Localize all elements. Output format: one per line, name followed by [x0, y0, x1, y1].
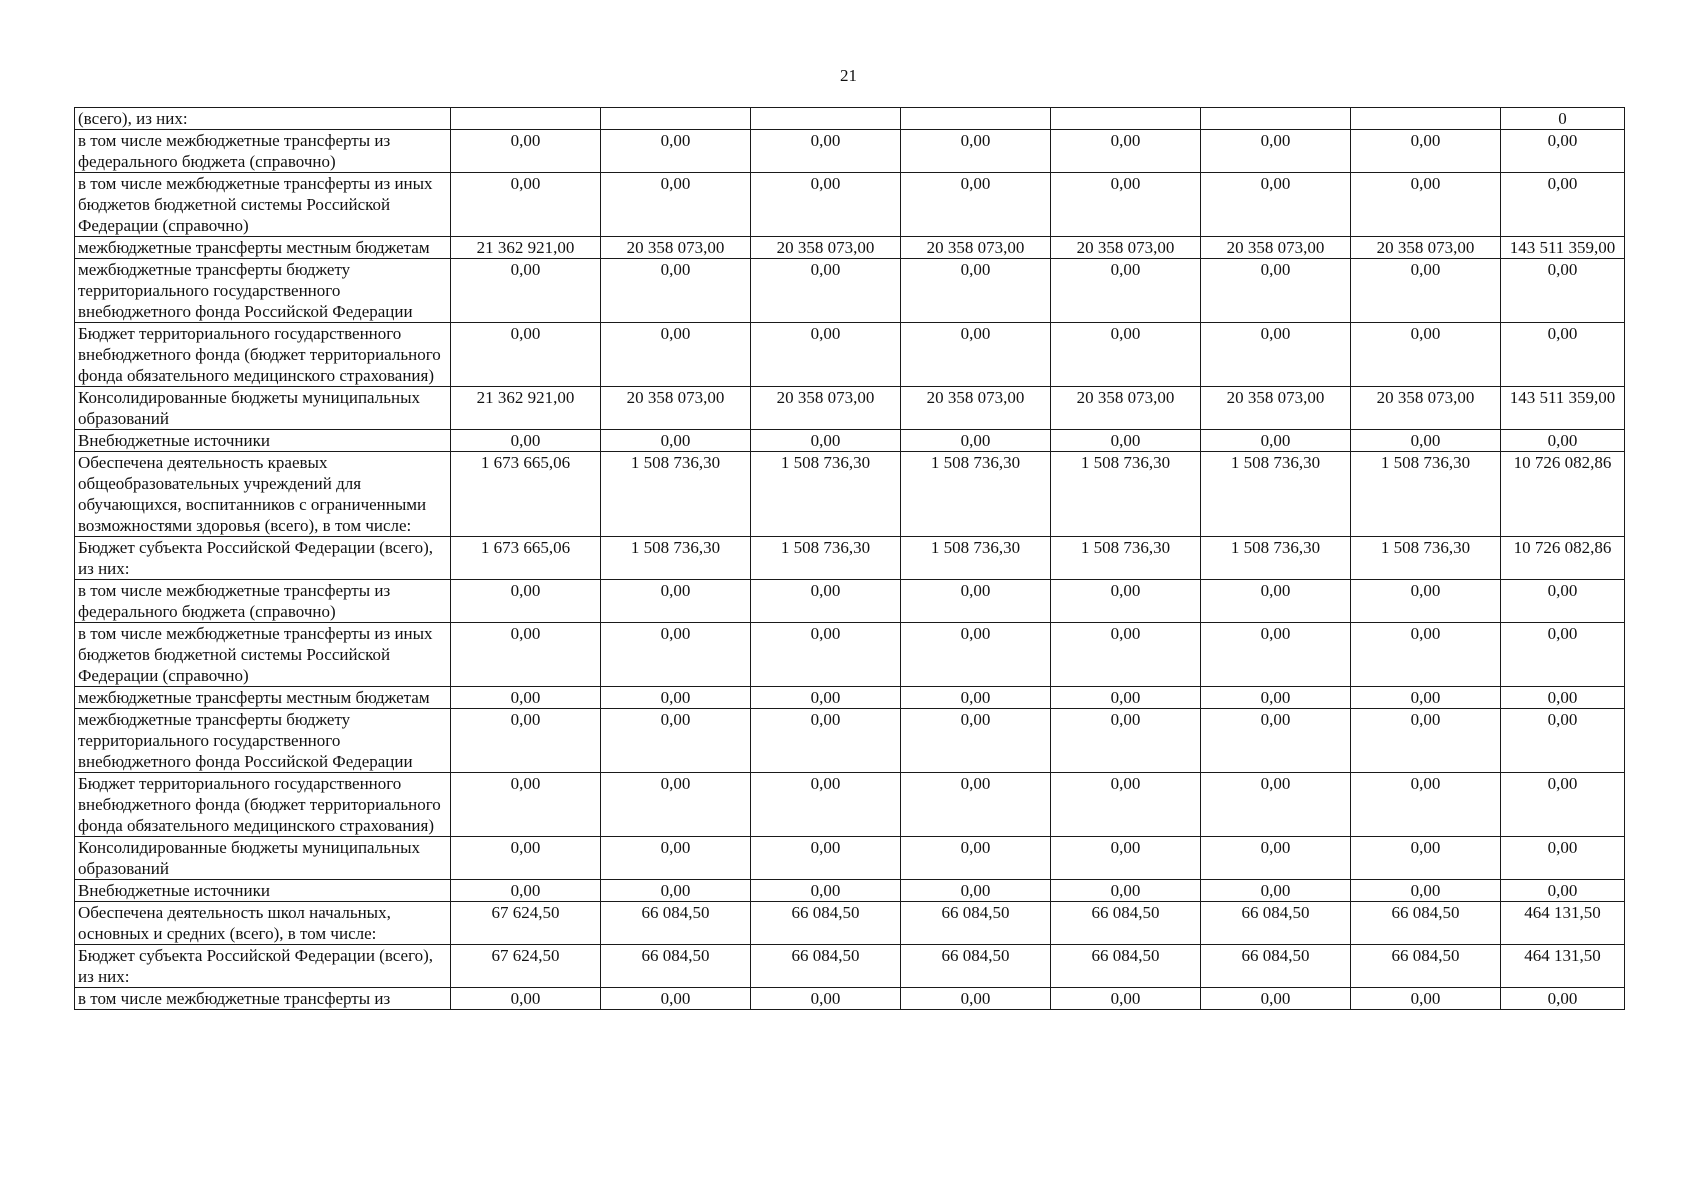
row-value-cell: 0,00: [901, 323, 1051, 387]
table-row: [75, 430, 1625, 452]
row-value-cell: 21 362 921,00: [451, 237, 601, 259]
row-value-cell: 66 084,50: [1351, 945, 1501, 988]
row-value-cell: 1 508 736,30: [751, 452, 901, 537]
row-value-cell: 0,00: [451, 880, 601, 902]
row-value-cell: 1 508 736,30: [901, 537, 1051, 580]
row-value-cell: 0,00: [601, 323, 751, 387]
row-value-cell: 0,00: [1351, 837, 1501, 880]
row-value-cell: 0,00: [751, 773, 901, 837]
row-value-cell: 0,00: [601, 773, 751, 837]
row-value-cell: 20 358 073,00: [1351, 237, 1501, 259]
row-total-cell: 0,00: [1501, 773, 1625, 837]
row-value-cell: 1 508 736,30: [901, 452, 1051, 537]
row-value-cell: 20 358 073,00: [601, 237, 751, 259]
row-total-cell: 0,00: [1501, 323, 1625, 387]
row-value-cell: 0,00: [601, 430, 751, 452]
row-label: межбюджетные трансферты бюджету территориального государственного внебюджетного фонда Российской Федерации: [75, 259, 451, 323]
row-value-cell: 0,00: [1051, 880, 1201, 902]
row-value-cell: 0,00: [1201, 130, 1351, 173]
row-value-cell: 0,00: [901, 580, 1051, 623]
row-label: в том числе межбюджетные трансферты из федерального бюджета (справочно): [75, 580, 451, 623]
table-row: [75, 945, 1625, 988]
row-value-cell: 0,00: [1051, 837, 1201, 880]
row-value-cell: 0,00: [751, 709, 901, 773]
row-value-cell: 1 508 736,30: [601, 452, 751, 537]
row-value-cell: 0,00: [451, 623, 601, 687]
row-total-cell: 10 726 082,86: [1501, 537, 1625, 580]
table-row: [75, 108, 1625, 130]
row-value-cell: [451, 108, 601, 130]
row-value-cell: 0,00: [751, 623, 901, 687]
row-value-cell: 0,00: [901, 837, 1051, 880]
row-total-cell: 0,00: [1501, 988, 1625, 1010]
row-value-cell: 0,00: [1201, 623, 1351, 687]
row-value-cell: 0,00: [901, 687, 1051, 709]
row-total-cell: 0,00: [1501, 837, 1625, 880]
row-value-cell: 0,00: [751, 173, 901, 237]
row-total-cell: 143 511 359,00: [1501, 237, 1625, 259]
row-value-cell: 0,00: [1351, 623, 1501, 687]
row-value-cell: 1 673 665,06: [451, 452, 601, 537]
row-value-cell: 0,00: [451, 988, 601, 1010]
row-value-cell: 0,00: [751, 580, 901, 623]
row-total-cell: 10 726 082,86: [1501, 452, 1625, 537]
row-value-cell: 0,00: [1051, 259, 1201, 323]
table-row: [75, 537, 1625, 580]
row-value-cell: 66 084,50: [1201, 902, 1351, 945]
row-value-cell: 0,00: [451, 837, 601, 880]
row-value-cell: 66 084,50: [901, 945, 1051, 988]
row-total-cell: 0,00: [1501, 687, 1625, 709]
row-value-cell: [1351, 108, 1501, 130]
row-value-cell: 0,00: [601, 687, 751, 709]
row-value-cell: 0,00: [451, 323, 601, 387]
row-value-cell: 20 358 073,00: [1201, 387, 1351, 430]
table-row: [75, 387, 1625, 430]
row-total-cell: 0,00: [1501, 580, 1625, 623]
row-value-cell: 0,00: [1201, 173, 1351, 237]
page-number: 21: [840, 66, 857, 85]
row-value-cell: 0,00: [1351, 130, 1501, 173]
row-label: Консолидированные бюджеты муниципальных образований: [75, 387, 451, 430]
row-label: межбюджетные трансферты бюджету территориального государственного внебюджетного фонда Российской Федерации: [75, 709, 451, 773]
row-value-cell: 0,00: [451, 687, 601, 709]
table-row: [75, 902, 1625, 945]
row-value-cell: 0,00: [1351, 687, 1501, 709]
row-value-cell: 0,00: [1201, 687, 1351, 709]
row-label: Бюджет территориального государственного внебюджетного фонда (бюджет территориального фонда обязательного медицинского страхования): [75, 773, 451, 837]
row-label: Бюджет территориального государственного внебюджетного фонда (бюджет территориального фонда обязательного медицинского страхования): [75, 323, 451, 387]
row-label: Обеспечена деятельность школ начальных, основных и средних (всего), в том числе:: [75, 902, 451, 945]
row-value-cell: 0,00: [601, 709, 751, 773]
row-total-cell: 143 511 359,00: [1501, 387, 1625, 430]
row-value-cell: 1 508 736,30: [1051, 452, 1201, 537]
row-value-cell: 0,00: [1201, 430, 1351, 452]
row-value-cell: 0,00: [1051, 709, 1201, 773]
row-value-cell: 0,00: [601, 988, 751, 1010]
row-value-cell: 0,00: [451, 173, 601, 237]
row-value-cell: 1 508 736,30: [601, 537, 751, 580]
row-label: Внебюджетные источники: [75, 880, 451, 902]
row-value-cell: 0,00: [751, 837, 901, 880]
row-value-cell: 0,00: [901, 130, 1051, 173]
row-value-cell: 0,00: [1351, 430, 1501, 452]
row-label: межбюджетные трансферты местным бюджетам: [75, 687, 451, 709]
row-value-cell: 0,00: [901, 709, 1051, 773]
row-value-cell: 0,00: [451, 259, 601, 323]
row-value-cell: 66 084,50: [601, 902, 751, 945]
row-value-cell: 0,00: [1201, 580, 1351, 623]
table-body: [75, 108, 1625, 1010]
row-label: Бюджет субъекта Российской Федерации (всего), из них:: [75, 945, 451, 988]
row-total-cell: 464 131,50: [1501, 902, 1625, 945]
budget-table: [74, 107, 1625, 1010]
row-value-cell: [1051, 108, 1201, 130]
row-label: Внебюджетные источники: [75, 430, 451, 452]
table-row: [75, 259, 1625, 323]
row-value-cell: 0,00: [601, 259, 751, 323]
row-value-cell: 21 362 921,00: [451, 387, 601, 430]
row-value-cell: 0,00: [1051, 773, 1201, 837]
row-value-cell: 67 624,50: [451, 945, 601, 988]
row-value-cell: 0,00: [1351, 580, 1501, 623]
row-value-cell: 0,00: [751, 130, 901, 173]
row-label: Обеспечена деятельность краевых общеобразовательных учреждений для обучающихся, воспитанников с ограниченными возможностями здоровья (всего), в том числе:: [75, 452, 451, 537]
row-value-cell: 20 358 073,00: [901, 387, 1051, 430]
row-value-cell: 0,00: [601, 173, 751, 237]
row-label: Бюджет субъекта Российской Федерации (всего), из них:: [75, 537, 451, 580]
row-value-cell: 1 508 736,30: [751, 537, 901, 580]
row-value-cell: 0,00: [1201, 837, 1351, 880]
row-value-cell: 0,00: [751, 880, 901, 902]
table-row: [75, 130, 1625, 173]
row-total-cell: 0,00: [1501, 709, 1625, 773]
row-value-cell: 0,00: [901, 773, 1051, 837]
table-row: [75, 323, 1625, 387]
table-row: [75, 623, 1625, 687]
row-value-cell: 0,00: [901, 173, 1051, 237]
row-value-cell: 66 084,50: [1051, 902, 1201, 945]
row-value-cell: 0,00: [1051, 687, 1201, 709]
row-value-cell: 20 358 073,00: [1201, 237, 1351, 259]
row-value-cell: 0,00: [1351, 773, 1501, 837]
row-label: в том числе межбюджетные трансферты из: [75, 988, 451, 1010]
row-value-cell: 20 358 073,00: [601, 387, 751, 430]
row-value-cell: 0,00: [1201, 709, 1351, 773]
row-value-cell: 0,00: [601, 580, 751, 623]
row-value-cell: 0,00: [901, 259, 1051, 323]
row-value-cell: 0,00: [1351, 880, 1501, 902]
row-value-cell: 66 084,50: [901, 902, 1051, 945]
row-value-cell: [1201, 108, 1351, 130]
row-label: в том числе межбюджетные трансферты из федерального бюджета (справочно): [75, 130, 451, 173]
row-value-cell: 0,00: [751, 430, 901, 452]
row-value-cell: 0,00: [1351, 173, 1501, 237]
row-value-cell: 0,00: [1051, 430, 1201, 452]
row-value-cell: 0,00: [451, 580, 601, 623]
row-total-cell: 0,00: [1501, 623, 1625, 687]
row-value-cell: 0,00: [1351, 709, 1501, 773]
row-value-cell: 0,00: [901, 988, 1051, 1010]
row-total-cell: 0,00: [1501, 430, 1625, 452]
row-value-cell: 0,00: [1201, 880, 1351, 902]
row-value-cell: 1 508 736,30: [1051, 537, 1201, 580]
row-label: в том числе межбюджетные трансферты из иных бюджетов бюджетной системы Российской Федерации (справочно): [75, 623, 451, 687]
row-value-cell: 66 084,50: [1351, 902, 1501, 945]
table-row: [75, 687, 1625, 709]
table-row: [75, 880, 1625, 902]
row-value-cell: 0,00: [1201, 323, 1351, 387]
row-value-cell: 0,00: [901, 430, 1051, 452]
row-value-cell: 0,00: [601, 130, 751, 173]
row-value-cell: 1 508 736,30: [1201, 452, 1351, 537]
row-value-cell: 0,00: [751, 259, 901, 323]
row-value-cell: 0,00: [901, 880, 1051, 902]
row-value-cell: [901, 108, 1051, 130]
row-value-cell: 0,00: [451, 430, 601, 452]
row-value-cell: 0,00: [1051, 173, 1201, 237]
row-value-cell: 20 358 073,00: [1351, 387, 1501, 430]
row-value-cell: 66 084,50: [751, 945, 901, 988]
row-total-cell: 0,00: [1501, 173, 1625, 237]
row-value-cell: 1 673 665,06: [451, 537, 601, 580]
row-value-cell: 66 084,50: [601, 945, 751, 988]
row-value-cell: 0,00: [1351, 988, 1501, 1010]
row-value-cell: 20 358 073,00: [1051, 237, 1201, 259]
row-total-cell: 0,00: [1501, 130, 1625, 173]
row-value-cell: 20 358 073,00: [1051, 387, 1201, 430]
row-value-cell: 0,00: [1201, 259, 1351, 323]
row-value-cell: 0,00: [1351, 323, 1501, 387]
row-label: в том числе межбюджетные трансферты из иных бюджетов бюджетной системы Российской Федерации (справочно): [75, 173, 451, 237]
row-value-cell: 0,00: [901, 623, 1051, 687]
row-value-cell: 0,00: [451, 773, 601, 837]
row-value-cell: 1 508 736,30: [1351, 537, 1501, 580]
row-value-cell: 1 508 736,30: [1201, 537, 1351, 580]
table-row: [75, 580, 1625, 623]
row-value-cell: 67 624,50: [451, 902, 601, 945]
table-row: [75, 837, 1625, 880]
row-label: Консолидированные бюджеты муниципальных образований: [75, 837, 451, 880]
row-label: (всего), из них:: [75, 108, 451, 130]
row-total-cell: 0,00: [1501, 259, 1625, 323]
table-row: [75, 988, 1625, 1010]
row-value-cell: 0,00: [1051, 130, 1201, 173]
row-value-cell: 0,00: [751, 687, 901, 709]
row-value-cell: 0,00: [1051, 623, 1201, 687]
row-value-cell: 0,00: [601, 623, 751, 687]
row-value-cell: 0,00: [601, 880, 751, 902]
row-value-cell: 0,00: [751, 988, 901, 1010]
row-value-cell: [751, 108, 901, 130]
row-value-cell: 0,00: [1051, 323, 1201, 387]
row-total-cell: 0: [1501, 108, 1625, 130]
row-value-cell: 0,00: [1201, 773, 1351, 837]
row-value-cell: 0,00: [1051, 988, 1201, 1010]
row-value-cell: 20 358 073,00: [901, 237, 1051, 259]
table-row: [75, 237, 1625, 259]
row-value-cell: 66 084,50: [751, 902, 901, 945]
row-value-cell: 66 084,50: [1051, 945, 1201, 988]
row-value-cell: 0,00: [751, 323, 901, 387]
row-value-cell: 1 508 736,30: [1351, 452, 1501, 537]
row-value-cell: 0,00: [1051, 580, 1201, 623]
table-row: [75, 452, 1625, 537]
row-value-cell: 20 358 073,00: [751, 237, 901, 259]
table-row: [75, 709, 1625, 773]
row-value-cell: [601, 108, 751, 130]
row-label: межбюджетные трансферты местным бюджетам: [75, 237, 451, 259]
row-value-cell: 66 084,50: [1201, 945, 1351, 988]
row-total-cell: 0,00: [1501, 880, 1625, 902]
row-total-cell: 464 131,50: [1501, 945, 1625, 988]
row-value-cell: 0,00: [451, 709, 601, 773]
row-value-cell: 20 358 073,00: [751, 387, 901, 430]
row-value-cell: 0,00: [1351, 259, 1501, 323]
row-value-cell: 0,00: [1201, 988, 1351, 1010]
row-value-cell: 0,00: [451, 130, 601, 173]
table-row: [75, 773, 1625, 837]
row-value-cell: 0,00: [601, 837, 751, 880]
table-row: [75, 173, 1625, 237]
